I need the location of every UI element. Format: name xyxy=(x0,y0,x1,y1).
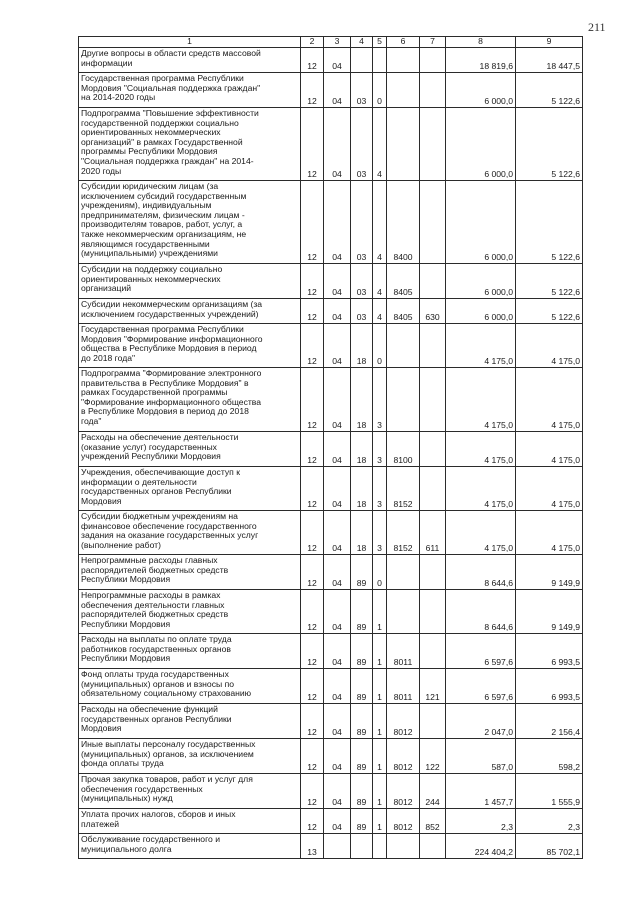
amount-cell-c9: 1 555,9 xyxy=(516,774,583,809)
code-cell-c6 xyxy=(387,108,420,181)
amount-cell-c8: 4 175,0 xyxy=(446,511,516,555)
code-cell-c4: 18 xyxy=(351,511,373,555)
code-cell-c2: 12 xyxy=(301,704,324,739)
table-row xyxy=(79,48,583,73)
amount-cell-c8: 4 175,0 xyxy=(446,324,516,368)
code-cell-c4: 89 xyxy=(351,774,373,809)
code-cell-c2: 12 xyxy=(301,467,324,511)
amount-cell-c8: 18 819,6 xyxy=(446,48,516,73)
row-description: Непрограммные расходы в рамках обеспечения деятельности главных распорядителей бюджетных средств Республики Мордовия xyxy=(79,590,301,634)
code-cell-c6: 8100 xyxy=(387,432,420,467)
row-description: Субсидии на поддержку социально ориентированных некоммерческих организаций xyxy=(79,264,301,299)
amount-cell-c9: 9 149,9 xyxy=(516,555,583,590)
code-cell-c3: 04 xyxy=(324,774,351,809)
row-description: Субсидии некоммерческим организациям (за исключением государственных учреждений) xyxy=(79,299,301,324)
header-cell: 4 xyxy=(351,37,373,48)
code-cell-c5: 4 xyxy=(373,299,387,324)
amount-cell-c9: 2,3 xyxy=(516,809,583,834)
code-cell-c5: 0 xyxy=(373,73,387,108)
code-cell-c4: 89 xyxy=(351,555,373,590)
code-cell-c2: 12 xyxy=(301,73,324,108)
amount-cell-c8: 4 175,0 xyxy=(446,467,516,511)
row-description: Государственная программа Республики Мордовия "Формирование информационного общества в Республике Мордовия в период до 2018 года" xyxy=(79,324,301,368)
code-cell-c3: 04 xyxy=(324,73,351,108)
table-body xyxy=(79,37,583,859)
code-cell-c6: 8012 xyxy=(387,774,420,809)
amount-cell-c8: 8 644,6 xyxy=(446,555,516,590)
table-row xyxy=(79,634,583,669)
code-cell-c2: 12 xyxy=(301,181,324,264)
amount-cell-c8: 2 047,0 xyxy=(446,704,516,739)
code-cell-c7 xyxy=(420,368,446,432)
code-cell-c7: 852 xyxy=(420,809,446,834)
amount-cell-c8: 224 404,2 xyxy=(446,834,516,859)
table-row xyxy=(79,511,583,555)
code-cell-c7 xyxy=(420,704,446,739)
code-cell-c2: 12 xyxy=(301,368,324,432)
code-cell-c2: 12 xyxy=(301,590,324,634)
amount-cell-c9: 18 447,5 xyxy=(516,48,583,73)
row-description: Прочая закупка товаров, работ и услуг для обеспечения государственных (муниципальных) нужд xyxy=(79,774,301,809)
code-cell-c4: 89 xyxy=(351,669,373,704)
code-cell-c4: 03 xyxy=(351,108,373,181)
code-cell-c6: 8012 xyxy=(387,809,420,834)
code-cell-c6: 8405 xyxy=(387,264,420,299)
table-row xyxy=(79,264,583,299)
code-cell-c6 xyxy=(387,834,420,859)
row-description: Субсидии юридическим лицам (за исключением субсидий государственным учреждениям), индивидуальным предпринимателям, физическим лицам - производителям товаров, работ, услуг, а также некоммерческим организациям, не являющимся государственными (муниципальными) учреждениями xyxy=(79,181,301,264)
code-cell-c4 xyxy=(351,834,373,859)
amount-cell-c9: 5 122,6 xyxy=(516,264,583,299)
code-cell-c6: 8400 xyxy=(387,181,420,264)
row-description: Непрограммные расходы главных распорядителей бюджетных средств Республики Мордовия xyxy=(79,555,301,590)
code-cell-c7: 122 xyxy=(420,739,446,774)
code-cell-c6 xyxy=(387,590,420,634)
code-cell-c5: 0 xyxy=(373,555,387,590)
code-cell-c7 xyxy=(420,324,446,368)
code-cell-c6: 8012 xyxy=(387,704,420,739)
amount-cell-c8: 6 000,0 xyxy=(446,181,516,264)
row-description: Расходы на обеспечение функций государственных органов Республики Мордовия xyxy=(79,704,301,739)
code-cell-c5: 4 xyxy=(373,181,387,264)
code-cell-c6: 8012 xyxy=(387,739,420,774)
code-cell-c3: 04 xyxy=(324,467,351,511)
code-cell-c5: 1 xyxy=(373,809,387,834)
row-description: Подпрограмма "Формирование электронного правительства в Республике Мордовия" в рамках Государственной программы "Формирование информационного общества в Республике Мордовия в период до 2018 года" xyxy=(79,368,301,432)
budget-table xyxy=(78,36,583,859)
code-cell-c4: 03 xyxy=(351,73,373,108)
header-cell: 5 xyxy=(373,37,387,48)
code-cell-c6 xyxy=(387,73,420,108)
table-row xyxy=(79,555,583,590)
code-cell-c3: 04 xyxy=(324,432,351,467)
code-cell-c3: 04 xyxy=(324,704,351,739)
code-cell-c7 xyxy=(420,73,446,108)
amount-cell-c9: 4 175,0 xyxy=(516,467,583,511)
amount-cell-c9: 6 993,5 xyxy=(516,634,583,669)
amount-cell-c9: 85 702,1 xyxy=(516,834,583,859)
code-cell-c5: 1 xyxy=(373,590,387,634)
code-cell-c2: 12 xyxy=(301,108,324,181)
table-row xyxy=(79,809,583,834)
code-cell-c2: 12 xyxy=(301,739,324,774)
header-cell: 2 xyxy=(301,37,324,48)
code-cell-c6 xyxy=(387,368,420,432)
code-cell-c5: 4 xyxy=(373,264,387,299)
amount-cell-c9: 2 156,4 xyxy=(516,704,583,739)
amount-cell-c9: 4 175,0 xyxy=(516,324,583,368)
code-cell-c4: 89 xyxy=(351,809,373,834)
amount-cell-c8: 6 000,0 xyxy=(446,264,516,299)
amount-cell-c8: 587,0 xyxy=(446,739,516,774)
code-cell-c4: 03 xyxy=(351,181,373,264)
code-cell-c7: 611 xyxy=(420,511,446,555)
code-cell-c2: 12 xyxy=(301,511,324,555)
code-cell-c7 xyxy=(420,432,446,467)
amount-cell-c8: 1 457,7 xyxy=(446,774,516,809)
table-row xyxy=(79,704,583,739)
code-cell-c3: 04 xyxy=(324,264,351,299)
amount-cell-c8: 4 175,0 xyxy=(446,368,516,432)
row-description: Обслуживание государственного и муниципального долга xyxy=(79,834,301,859)
table-row xyxy=(79,774,583,809)
code-cell-c2: 12 xyxy=(301,264,324,299)
table-row xyxy=(79,432,583,467)
code-cell-c4: 18 xyxy=(351,368,373,432)
table-row xyxy=(79,669,583,704)
table-row xyxy=(79,368,583,432)
row-description: Фонд оплаты труда государственных (муниципальных) органов и взносы по обязательному социальному страхованию xyxy=(79,669,301,704)
code-cell-c4: 03 xyxy=(351,299,373,324)
code-cell-c7 xyxy=(420,108,446,181)
amount-cell-c9: 9 149,9 xyxy=(516,590,583,634)
table-row xyxy=(79,834,583,859)
code-cell-c3: 04 xyxy=(324,669,351,704)
header-cell: 7 xyxy=(420,37,446,48)
amount-cell-c9: 5 122,6 xyxy=(516,73,583,108)
code-cell-c3: 04 xyxy=(324,48,351,73)
code-cell-c2: 12 xyxy=(301,669,324,704)
code-cell-c3: 04 xyxy=(324,555,351,590)
amount-cell-c9: 5 122,6 xyxy=(516,108,583,181)
table-row xyxy=(79,108,583,181)
code-cell-c2: 12 xyxy=(301,555,324,590)
amount-cell-c9: 5 122,6 xyxy=(516,181,583,264)
code-cell-c4: 89 xyxy=(351,739,373,774)
code-cell-c3: 04 xyxy=(324,511,351,555)
amount-cell-c9: 6 993,5 xyxy=(516,669,583,704)
code-cell-c7 xyxy=(420,264,446,299)
code-cell-c5 xyxy=(373,48,387,73)
code-cell-c2: 13 xyxy=(301,834,324,859)
row-description: Уплата прочих налогов, сборов и иных платежей xyxy=(79,809,301,834)
code-cell-c2: 12 xyxy=(301,324,324,368)
row-description: Другие вопросы в области средств массовой информации xyxy=(79,48,301,73)
code-cell-c3: 04 xyxy=(324,368,351,432)
code-cell-c2: 12 xyxy=(301,48,324,73)
code-cell-c5: 3 xyxy=(373,467,387,511)
row-description: Учреждения, обеспечивающие доступ к информации о деятельности государственных органов Республики Мордовия xyxy=(79,467,301,511)
code-cell-c6 xyxy=(387,324,420,368)
amount-cell-c9: 4 175,0 xyxy=(516,368,583,432)
row-description: Иные выплаты персоналу государственных (муниципальных) органов, за исключением фонда оплаты труда xyxy=(79,739,301,774)
code-cell-c7 xyxy=(420,555,446,590)
code-cell-c7 xyxy=(420,48,446,73)
code-cell-c3: 04 xyxy=(324,739,351,774)
amount-cell-c8: 6 000,0 xyxy=(446,299,516,324)
code-cell-c6: 8011 xyxy=(387,669,420,704)
code-cell-c6: 8152 xyxy=(387,511,420,555)
code-cell-c5: 3 xyxy=(373,368,387,432)
amount-cell-c8: 6 597,6 xyxy=(446,669,516,704)
page-number: 211 xyxy=(588,20,606,34)
code-cell-c6 xyxy=(387,48,420,73)
table-row xyxy=(79,181,583,264)
header-cell: 8 xyxy=(446,37,516,48)
table-row xyxy=(79,299,583,324)
amount-cell-c8: 2,3 xyxy=(446,809,516,834)
code-cell-c2: 12 xyxy=(301,634,324,669)
amount-cell-c9: 4 175,0 xyxy=(516,432,583,467)
code-cell-c5: 3 xyxy=(373,432,387,467)
code-cell-c3 xyxy=(324,834,351,859)
amount-cell-c8: 6 000,0 xyxy=(446,73,516,108)
code-cell-c4: 89 xyxy=(351,634,373,669)
code-cell-c5: 1 xyxy=(373,704,387,739)
code-cell-c7: 121 xyxy=(420,669,446,704)
row-description: Субсидии бюджетным учреждениям на финансовое обеспечение государственного задания на оказание государственных услуг (выполнение работ) xyxy=(79,511,301,555)
code-cell-c7 xyxy=(420,834,446,859)
code-cell-c4 xyxy=(351,48,373,73)
code-cell-c5: 1 xyxy=(373,634,387,669)
amount-cell-c8: 4 175,0 xyxy=(446,432,516,467)
code-cell-c4: 18 xyxy=(351,324,373,368)
code-cell-c3: 04 xyxy=(324,324,351,368)
amount-cell-c8: 6 000,0 xyxy=(446,108,516,181)
code-cell-c3: 04 xyxy=(324,590,351,634)
row-description: Подпрограмма "Повышение эффективности государственной поддержки социально ориентированных некоммерческих организаций" в рамках Государственной программы Республики Мордовия "Социальная поддержка граждан" на 2014- 2020 годы xyxy=(79,108,301,181)
code-cell-c3: 04 xyxy=(324,809,351,834)
code-cell-c4: 18 xyxy=(351,467,373,511)
code-cell-c5: 3 xyxy=(373,511,387,555)
code-cell-c5 xyxy=(373,834,387,859)
code-cell-c3: 04 xyxy=(324,299,351,324)
code-cell-c4: 18 xyxy=(351,432,373,467)
table-row xyxy=(79,73,583,108)
header-cell: 3 xyxy=(324,37,351,48)
header-cell: 6 xyxy=(387,37,420,48)
code-cell-c7 xyxy=(420,181,446,264)
code-cell-c3: 04 xyxy=(324,634,351,669)
header-cell: 1 xyxy=(79,37,301,48)
code-cell-c4: 89 xyxy=(351,704,373,739)
code-cell-c7: 244 xyxy=(420,774,446,809)
code-cell-c3: 04 xyxy=(324,108,351,181)
header-row xyxy=(79,37,583,48)
code-cell-c6: 8405 xyxy=(387,299,420,324)
table-row xyxy=(79,324,583,368)
code-cell-c6: 8011 xyxy=(387,634,420,669)
row-description: Расходы на выплаты по оплате труда работников государственных органов Республики Мордовия xyxy=(79,634,301,669)
code-cell-c5: 0 xyxy=(373,324,387,368)
code-cell-c5: 1 xyxy=(373,739,387,774)
table-row xyxy=(79,739,583,774)
code-cell-c2: 12 xyxy=(301,774,324,809)
code-cell-c4: 89 xyxy=(351,590,373,634)
amount-cell-c8: 8 644,6 xyxy=(446,590,516,634)
code-cell-c5: 1 xyxy=(373,669,387,704)
code-cell-c6 xyxy=(387,555,420,590)
header-cell: 9 xyxy=(516,37,583,48)
code-cell-c5: 4 xyxy=(373,108,387,181)
table-row xyxy=(79,467,583,511)
code-cell-c7 xyxy=(420,590,446,634)
code-cell-c2: 12 xyxy=(301,809,324,834)
row-description: Расходы на обеспечение деятельности (оказание услуг) государственных учреждений Республики Мордовия xyxy=(79,432,301,467)
code-cell-c7 xyxy=(420,634,446,669)
code-cell-c2: 12 xyxy=(301,299,324,324)
code-cell-c4: 03 xyxy=(351,264,373,299)
code-cell-c6: 8152 xyxy=(387,467,420,511)
amount-cell-c8: 6 597,6 xyxy=(446,634,516,669)
amount-cell-c9: 598,2 xyxy=(516,739,583,774)
row-description: Государственная программа Республики Мордовия "Социальная поддержка граждан" на 2014-2020 годы xyxy=(79,73,301,108)
code-cell-c7 xyxy=(420,467,446,511)
code-cell-c3: 04 xyxy=(324,181,351,264)
code-cell-c5: 1 xyxy=(373,774,387,809)
amount-cell-c9: 5 122,6 xyxy=(516,299,583,324)
amount-cell-c9: 4 175,0 xyxy=(516,511,583,555)
code-cell-c2: 12 xyxy=(301,432,324,467)
table-row xyxy=(79,590,583,634)
code-cell-c7: 630 xyxy=(420,299,446,324)
